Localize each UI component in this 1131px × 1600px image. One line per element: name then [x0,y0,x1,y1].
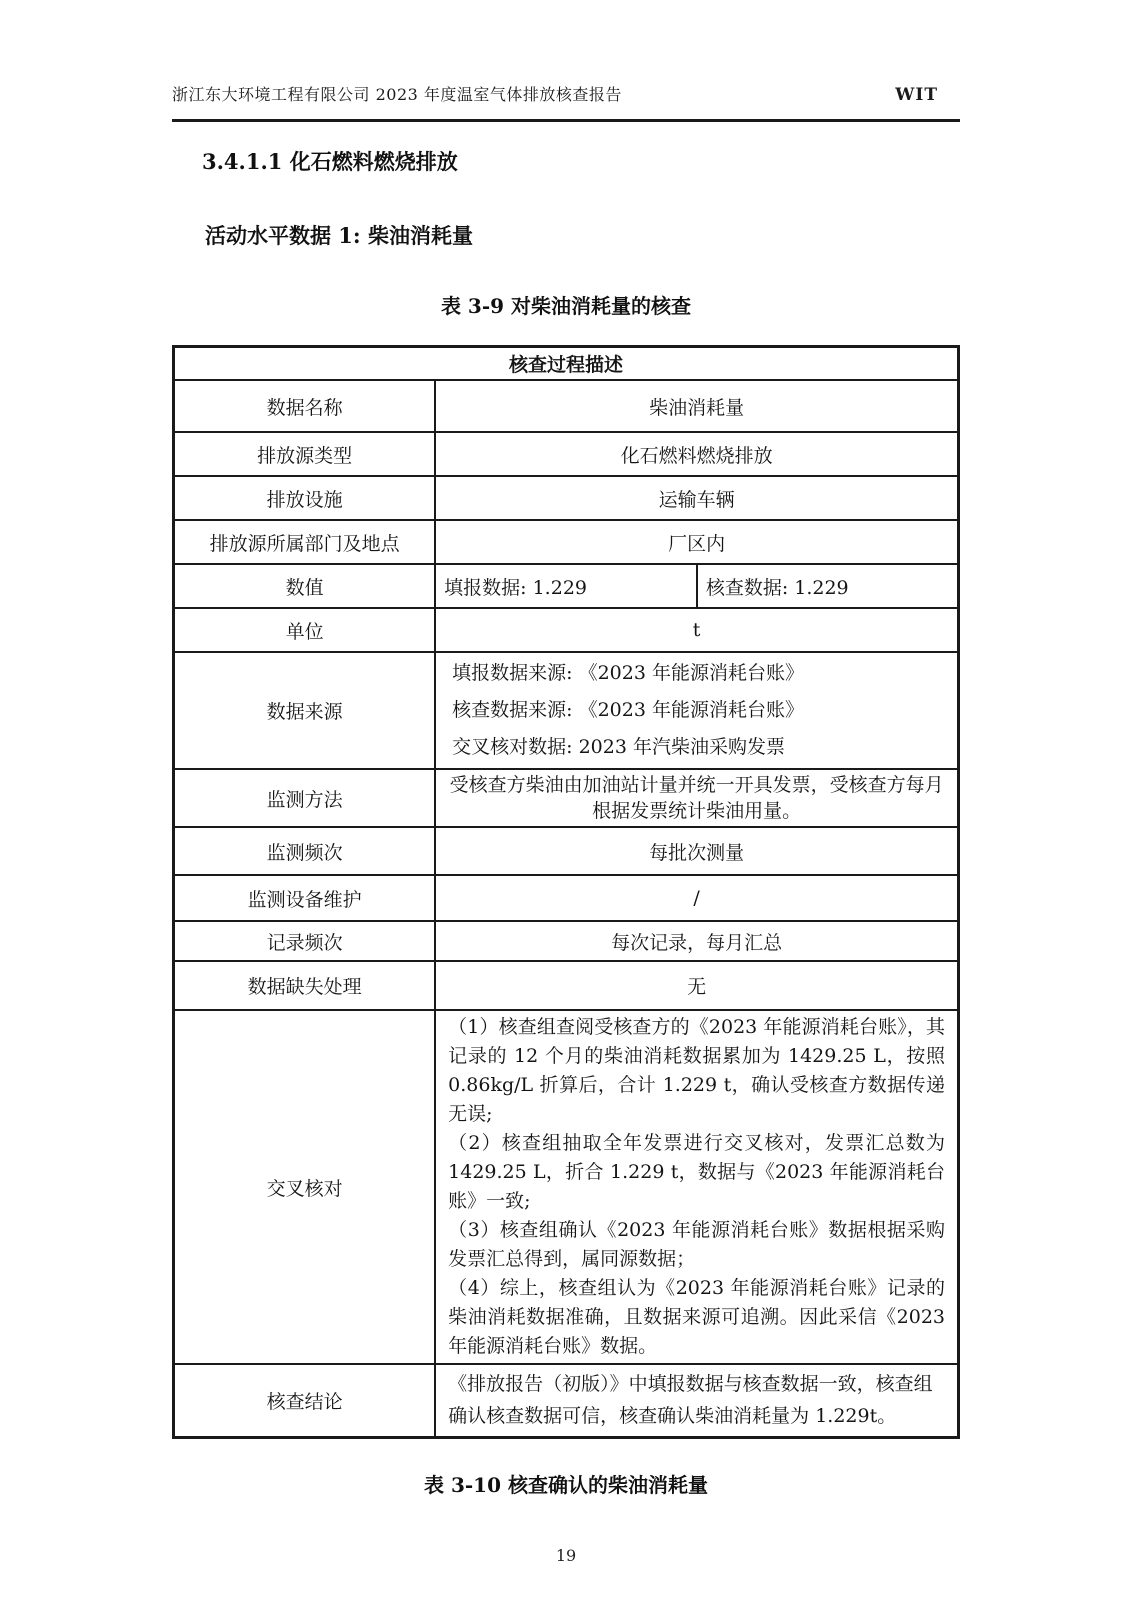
page-content [172,0,960,1565]
row-value: 每次记录，每月汇总 [435,921,958,961]
row-value: 无 [435,961,958,1010]
row-label: 排放源所属部门及地点 [174,520,436,564]
header-divider [172,119,960,122]
cross-check-paragraph: （1）核查组查阅受核查方的《2023 年能源消耗台账》，其记录的 12 个月的柴油消耗数据累加为 1429.25 L，按照 0.86kg/L 折算后，合计 1.229 t，确认受核查方数据传递无误; [448,1016,945,1125]
row-value: 柴油消耗量 [435,380,958,432]
row-label: 数据缺失处理 [174,961,436,1010]
row-label: 数据名称 [174,380,436,432]
row-value [435,1010,958,1364]
row-value: 每批次测量 [435,827,958,875]
table-row-conclusion [174,1364,959,1437]
row-value [435,1364,958,1437]
table-row [174,827,959,875]
row-label: 监测频次 [174,827,436,875]
row-label: 核查结论 [174,1364,436,1437]
table-row-cross-check [174,1010,959,1364]
row-value [435,652,958,769]
cross-check-paragraph: （3）核查组确认《2023 年能源消耗台账》数据根据采购发票汇总得到，属同源数据； [448,1219,945,1270]
data-source-line: 核查数据来源: 《2023 年能源消耗台账》 [452,699,804,721]
row-label: 单位 [174,608,436,652]
table-row-monitor-method [174,769,959,827]
cross-check-paragraph: （2）核查组抽取全年发票进行交叉核对，发票汇总数为 1429.25 L，折合 1.229 t，数据与《2023 年能源消耗台账》一致; [448,1132,945,1212]
row-value: 化石燃料燃烧排放 [435,432,958,476]
row-label: 数据来源 [174,652,436,769]
section-heading: 3.4.1.1 化石燃料燃烧排放 [202,149,458,174]
reported-value: 填报数据: 1.229 [435,564,697,608]
table-row [174,520,959,564]
header-logo-text: WIT [895,85,938,105]
row-label: 排放设施 [174,476,436,520]
row-value: / [435,875,958,921]
table-3-9-caption: 表 3-9 对柴油消耗量的核查 [440,294,692,318]
verified-value: 核查数据: 1.229 [697,564,959,608]
table-row [174,608,959,652]
row-label: 监测方法 [174,769,436,827]
conclusion-text: 《排放报告（初版）》中填报数据与核查数据一致，核查组确认核查数据可信，核查确认柴油消耗量为 1.229t。 [448,1373,933,1428]
table-row [174,875,959,921]
row-value: 运输车辆 [435,476,958,520]
table-row-header [174,347,959,381]
cross-check-paragraph: （4）综上，核查组认为《2023 年能源消耗台账》记录的柴油消耗数据准确，且数据来源可追溯。因此采信《2023 年能源消耗台账》数据。 [448,1277,945,1357]
row-label: 数值 [174,564,436,608]
table-row [174,476,959,520]
row-value: t [435,608,958,652]
row-value: 厂区内 [435,520,958,564]
table-row-numeric [174,564,959,608]
row-value [435,769,958,827]
table-row [174,921,959,961]
table-row-data-source [174,652,959,769]
row-label: 记录频次 [174,921,436,961]
header-report-title: 浙江东大环境工程有限公司 2023 年度温室气体排放核查报告 [172,85,622,104]
data-source-line: 交叉核对数据: 2023 年汽柴油采购发票 [452,736,785,758]
table-row [174,961,959,1010]
row-label: 排放源类型 [174,432,436,476]
activity-heading: 活动水平数据 1: 柴油消耗量 [205,223,473,248]
row-label: 监测设备维护 [174,875,436,921]
row-label: 交叉核对 [174,1010,436,1364]
monitor-method-text: 受核查方柴油由加油站计量并统一开具发票，受核查方每月根据发票统计柴油用量。 [449,774,944,822]
running-header [172,0,960,105]
table-row [174,432,959,476]
table-header-cell: 核查过程描述 [174,347,959,381]
page-number: 19 [555,1545,577,1565]
table-row [174,380,959,432]
data-source-line: 填报数据来源: 《2023 年能源消耗台账》 [452,662,804,684]
verification-table [172,345,960,1439]
table-3-10-caption: 表 3-10 核查确认的柴油消耗量 [424,1472,708,1497]
